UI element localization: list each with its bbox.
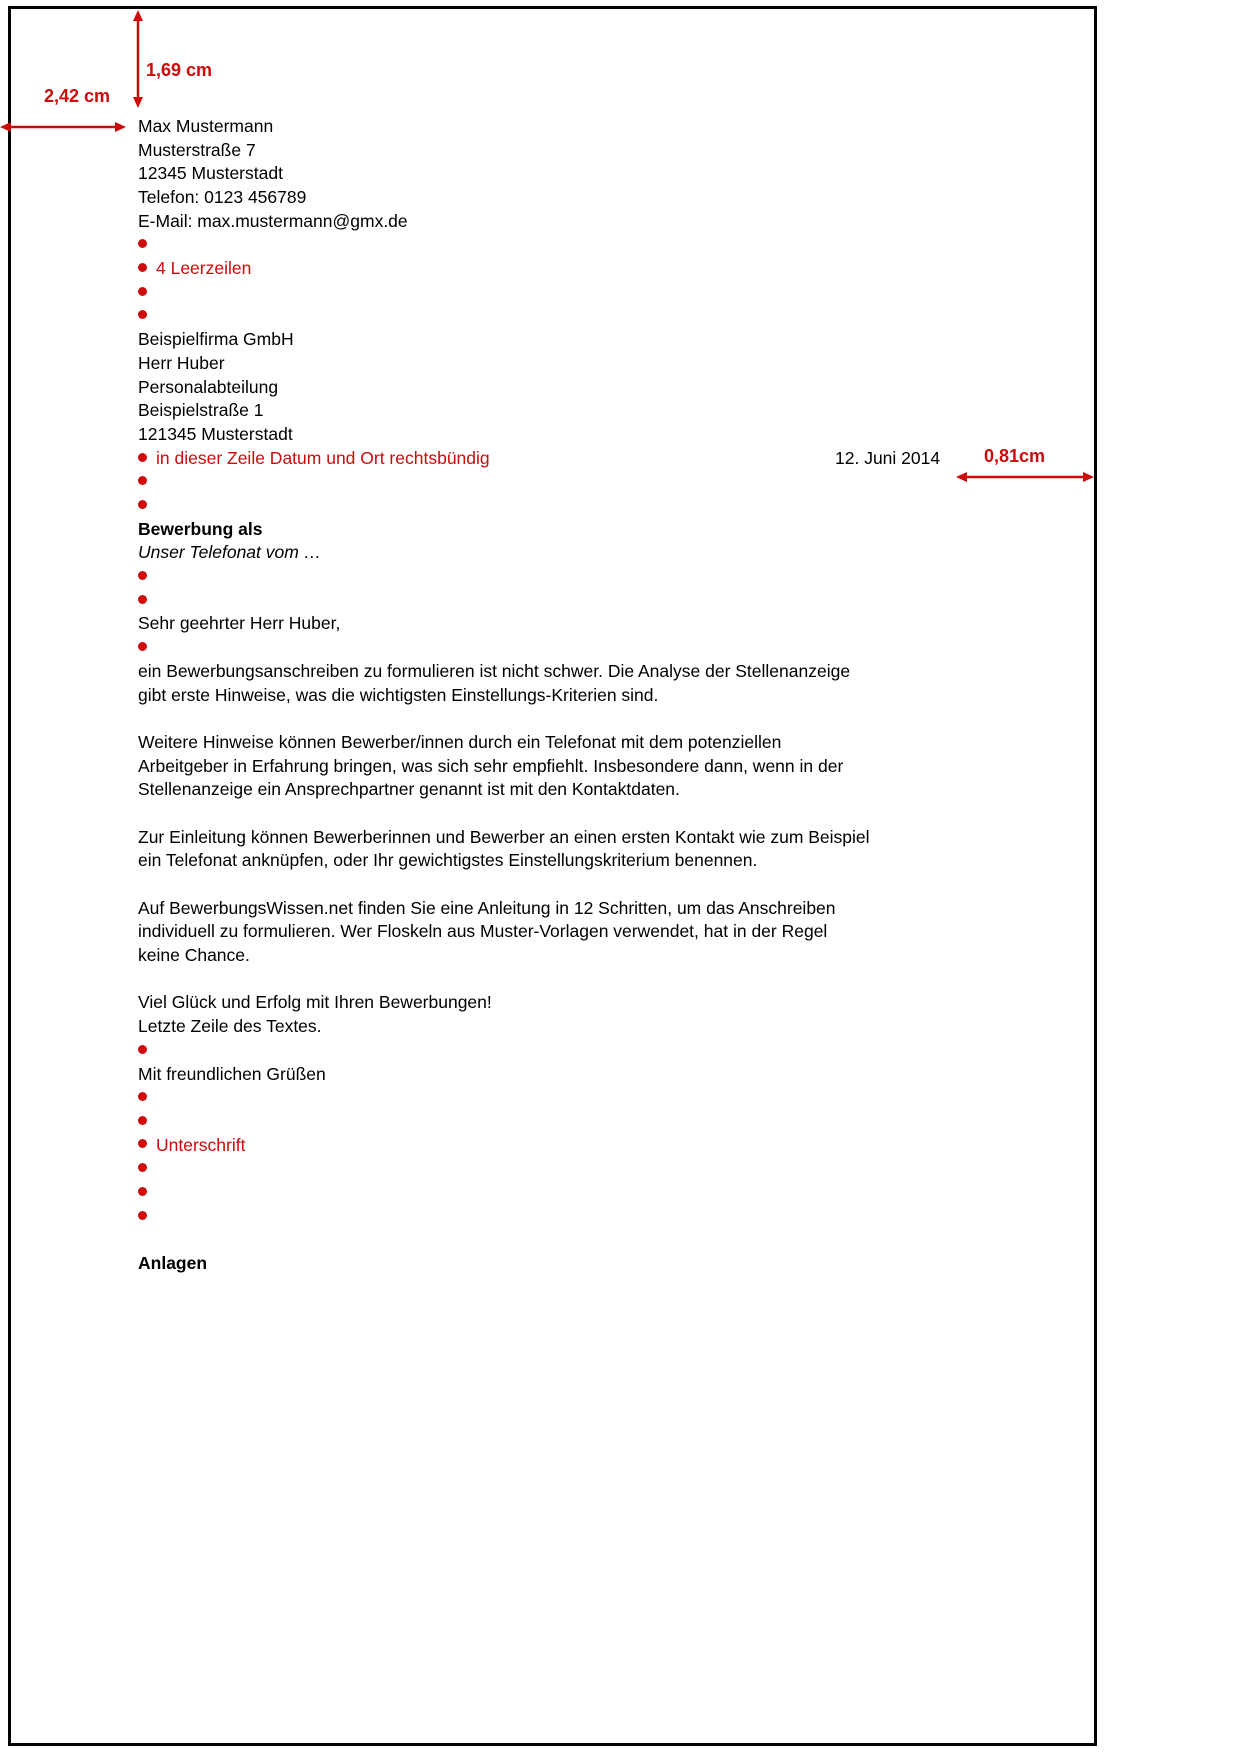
red-bullet-icon [138, 453, 147, 462]
letter-text: Stellenanzeige ein Ansprechpartner genannt ist mit den Kontaktdaten. [138, 779, 680, 800]
letter-text: keine Chance. [138, 945, 250, 966]
letter-lines [138, 115, 1088, 1276]
red-bullet-icon [138, 1045, 147, 1054]
letter-line [138, 920, 1088, 944]
blank-line-marker [138, 1205, 1088, 1229]
letter-line [138, 731, 1088, 755]
annotation-text: Unterschrift [156, 1134, 246, 1155]
letter-text: gibt erste Hinweise, was die wichtigsten Einstellungs-Kriterien sind. [138, 684, 659, 705]
letter-text: Auf BewerbungsWissen.net finden Sie eine Anleitung in 12 Schritten, um das Anschreiben [138, 897, 836, 918]
red-bullet-icon [138, 1211, 147, 1220]
letter-line [138, 376, 1088, 400]
red-bullet-icon [138, 287, 147, 296]
blank-line-marker [138, 494, 1088, 518]
letter-text: Sehr geehrter Herr Huber, [138, 613, 341, 634]
letter-line [138, 991, 1088, 1015]
letter-line [138, 115, 1088, 139]
blank-line-marker [138, 636, 1088, 660]
letter-line [138, 755, 1088, 779]
letter-text: Viel Glück und Erfolg mit Ihren Bewerbungen! [138, 992, 492, 1013]
letter-date: 12. Juni 2014 [835, 447, 941, 468]
letter-line [138, 660, 1088, 684]
red-bullet-icon [138, 1187, 147, 1196]
letter-line [138, 849, 1088, 873]
blank-line [138, 968, 1088, 992]
blank-line-marker [138, 470, 1088, 494]
letter-line [138, 778, 1088, 802]
blank-line-marker [138, 589, 1088, 613]
red-bullet-icon [138, 595, 147, 604]
top-margin-arrow-icon [129, 10, 147, 108]
letter-text: Mit freundlichen Grüßen [138, 1063, 326, 1084]
red-bullet-icon [138, 1116, 147, 1125]
annotation-line [138, 447, 1088, 471]
blank-line-marker [138, 565, 1088, 589]
red-bullet-icon [138, 1092, 147, 1101]
red-bullet-icon [138, 263, 147, 272]
letter-text: Arbeitgeber in Erfahrung bringen, was sich sehr empfiehlt. Insbesondere dann, wenn in der [138, 755, 844, 776]
letter-line [138, 162, 1088, 186]
blank-line-marker [138, 281, 1088, 305]
red-bullet-icon [138, 1163, 147, 1172]
letter-line [138, 328, 1088, 352]
left-margin-label: 2,42 cm [44, 86, 111, 106]
top-margin-label: 1,69 cm [146, 60, 213, 80]
letter-text: ein Telefonat anknüpfen, oder Ihr gewichtigstes Einstellungskriterium benennen. [138, 850, 758, 871]
letter-line [138, 423, 1088, 447]
letter-text: Musterstraße 7 [138, 139, 256, 160]
letter-line [138, 1015, 1088, 1039]
letter-line [138, 1063, 1088, 1087]
blank-line-marker [138, 1181, 1088, 1205]
blank-line-marker [138, 305, 1088, 329]
letter-text: Beispielstraße 1 [138, 400, 264, 421]
red-bullet-icon [138, 571, 147, 580]
letter-line [138, 186, 1088, 210]
red-bullet-icon [138, 239, 147, 248]
letter-text: Max Mustermann [138, 116, 274, 136]
red-bullet-icon [138, 310, 147, 319]
annotation-line [138, 1134, 1088, 1158]
letter-body [138, 115, 1088, 1276]
letter-text: Letzte Zeile des Textes. [138, 1016, 322, 1037]
annotation-text: in dieser Zeile Datum und Ort rechtsbündig [156, 447, 490, 468]
blank-line-marker [138, 1110, 1088, 1134]
red-bullet-icon [138, 476, 147, 485]
letter-text: Zur Einleitung können Bewerberinnen und Bewerber an einen ersten Kontakt wie zum Beispiel [138, 826, 870, 847]
letter-text: Unser Telefonat vom … [138, 542, 322, 563]
blank-line [138, 802, 1088, 826]
letter-line [138, 684, 1088, 708]
letter-text: Personalabteilung [138, 376, 279, 397]
blank-line-marker [138, 1039, 1088, 1063]
red-bullet-icon [138, 500, 147, 509]
blank-line [138, 873, 1088, 897]
left-margin-arrow-icon [0, 118, 126, 136]
letter-line [138, 139, 1088, 163]
letter-text: ein Bewerbungsanschreiben zu formulieren ist nicht schwer. Die Analyse der Stellenanzeige [138, 660, 851, 681]
letter-text: Herr Huber [138, 352, 225, 373]
letter-line [138, 352, 1088, 376]
right-margin-label: 0,81cm [984, 446, 1046, 466]
letter-line [138, 1252, 1088, 1276]
letter-text: Telefon: 0123 456789 [138, 187, 307, 208]
letter-line [138, 210, 1088, 234]
letter-line [138, 944, 1088, 968]
letter-line [138, 826, 1088, 850]
annotation-text: 4 Leerzeilen [156, 258, 252, 279]
blank-line [138, 1228, 1088, 1252]
blank-line-marker [138, 233, 1088, 257]
letter-line [138, 612, 1088, 636]
letter-text: 12345 Musterstadt [138, 163, 283, 184]
letter-line [138, 897, 1088, 921]
red-bullet-icon [138, 1139, 147, 1148]
letter-text: Bewerbung als [138, 518, 263, 539]
annotation-line [138, 257, 1088, 281]
letter-text: Anlagen [138, 1253, 208, 1273]
blank-line [138, 707, 1088, 731]
letter-text: Beispielfirma GmbH [138, 329, 294, 350]
letter-line [138, 399, 1088, 423]
letter-text: individuell zu formulieren. Wer Floskeln aus Muster-Vorlagen verwendet, hat in der Regel [138, 921, 828, 942]
letter-line [138, 541, 1088, 565]
letter-line [138, 518, 1088, 542]
letter-text: 121345 Musterstadt [138, 423, 293, 444]
blank-line-marker [138, 1086, 1088, 1110]
blank-line-marker [138, 1157, 1088, 1181]
red-bullet-icon [138, 642, 147, 651]
letter-text: Weitere Hinweise können Bewerber/innen durch ein Telefonat mit dem potenziellen [138, 731, 782, 752]
letter-text: E-Mail: max.mustermann@gmx.de [138, 210, 408, 231]
